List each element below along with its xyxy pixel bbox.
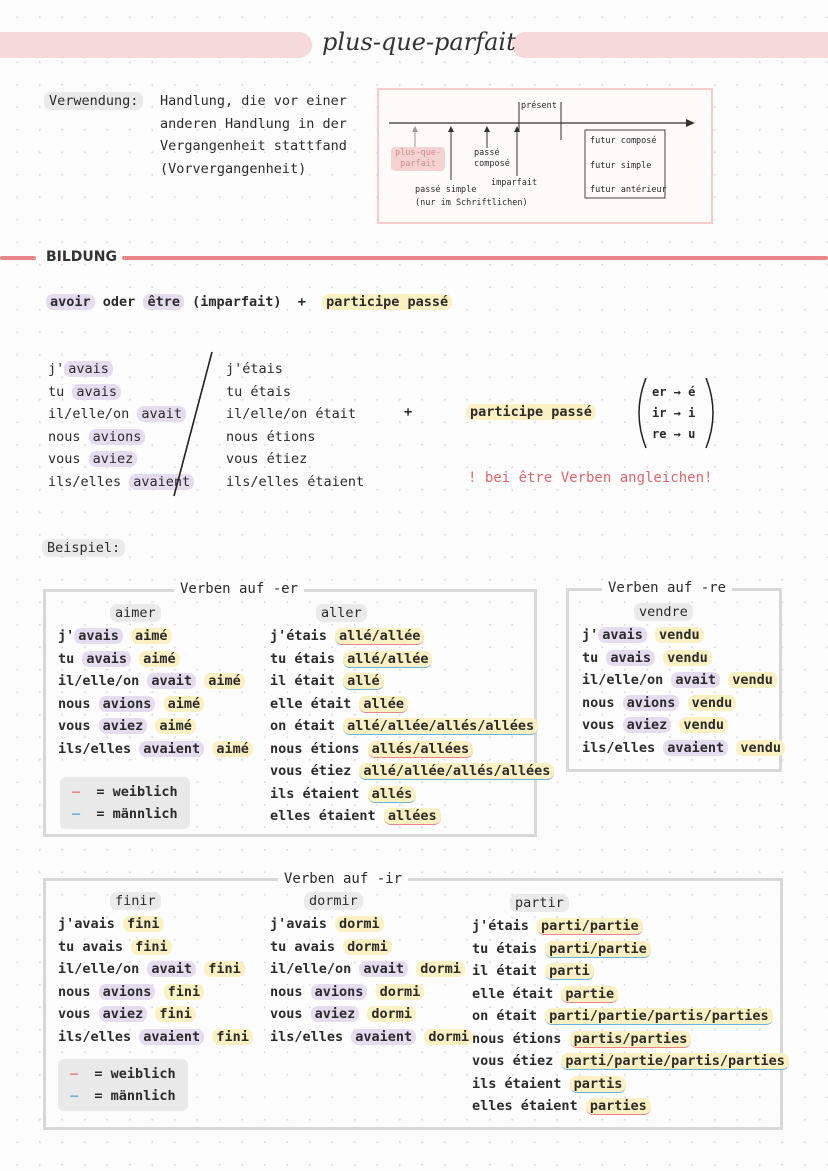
- timeline-fut-1: futur composé: [590, 136, 657, 146]
- conj-row: il/elle/on avait: [48, 403, 194, 426]
- conj-row: tu avais dormi: [270, 936, 473, 959]
- section-rule-right: [122, 256, 828, 260]
- timeline-ps: [415, 184, 528, 210]
- usage-line: (Vorvergangenheit): [160, 160, 307, 177]
- participe-label: participe passé: [466, 404, 596, 420]
- conj-row: il était allé: [270, 670, 554, 693]
- timeline-imparfait: imparfait: [491, 178, 538, 188]
- conj-row: il/elle/on avait vendu: [582, 669, 785, 692]
- legend-ir: [58, 1059, 188, 1111]
- vendre-conjugation: [582, 624, 785, 759]
- finir-conjugation: [58, 913, 253, 1048]
- formula: [46, 294, 452, 310]
- formula-oder: oder: [102, 294, 136, 310]
- conj-row: vous aviez fini: [58, 1003, 253, 1026]
- conj-row: tu avais vendu: [582, 647, 785, 670]
- conj-row: nous avions fini: [58, 981, 253, 1004]
- timeline-pqp-line2: parfait: [400, 159, 436, 169]
- ending-re: re → u: [652, 427, 696, 441]
- timeline-fut-3: futur antérieur: [590, 185, 667, 195]
- verb-partir: partir: [510, 894, 569, 912]
- plus-sign: +: [404, 404, 413, 420]
- section-rule-left: [0, 256, 36, 260]
- conj-row: elles étaient parties: [472, 1095, 789, 1118]
- aimer-conjugation: [58, 625, 253, 760]
- usage-line: Handlung, die vor einer: [160, 93, 347, 109]
- timeline-pc-line1: passé: [474, 148, 500, 158]
- conj-row: ils/elles étaient: [226, 473, 365, 490]
- conj-row: j' avais aimé: [58, 625, 253, 648]
- conj-row: nous étions allés/allées: [270, 738, 554, 761]
- conj-row: il/elle/on avait fini: [58, 958, 253, 981]
- conj-row: tu étais parti/partie: [472, 938, 789, 961]
- usage-line: anderen Handlung in der: [160, 115, 347, 132]
- conj-row: ils étaient partis: [472, 1073, 789, 1096]
- formula-plus: +: [297, 294, 306, 310]
- conj-row: il/elle/on avait aimé: [58, 670, 253, 693]
- conj-row: j'avais fini: [58, 913, 253, 936]
- usage-text: [160, 90, 347, 180]
- conj-row: nous avions: [48, 426, 194, 449]
- timeline-ps-line1: passé simple: [415, 185, 477, 195]
- timeline-pqp-line1: plus-que-: [395, 148, 442, 158]
- usage-label: Verwendung:: [44, 92, 143, 110]
- section-title: BILDUNG: [46, 249, 117, 265]
- conj-row: on était allé/allée/allés/allées: [270, 715, 554, 738]
- conj-row: ils étaient allés: [270, 783, 554, 806]
- conj-row: j' avais: [48, 358, 194, 381]
- legend-female: – = weiblich: [72, 784, 178, 800]
- etre-conjugation: [226, 358, 364, 493]
- timeline-fut-2: futur simple: [590, 161, 652, 171]
- title-banner-right: [512, 32, 828, 58]
- dormir-conjugation: [270, 913, 473, 1048]
- conj-row: vous aviez dormi: [270, 1003, 473, 1026]
- box-re-title: Verben auf -re: [602, 580, 732, 596]
- conj-row: il était parti: [472, 960, 789, 983]
- timeline-ps-line2: (nur im Schriftlichen): [415, 198, 528, 208]
- conj-row: ils/elles avaient aimé: [58, 738, 253, 761]
- formula-avoir: avoir: [46, 294, 95, 310]
- conj-row: elles étaient allées: [270, 805, 554, 828]
- formula-etre: être: [143, 294, 184, 310]
- conj-row: j'étais allé/allée: [270, 625, 554, 648]
- conj-row: ils/elles avaient dormi: [270, 1026, 473, 1049]
- legend-male: – = männlich: [72, 806, 178, 822]
- timeline-pc: [474, 148, 510, 170]
- conj-row: j'étais: [226, 361, 283, 377]
- conj-row: tu étais: [226, 383, 292, 400]
- page-title: plus-que-parfait: [322, 28, 516, 56]
- conj-row: nous avions vendu: [582, 692, 785, 715]
- ending-er: er → é: [652, 385, 696, 399]
- usage-line: Vergangenheit stattfand: [160, 138, 347, 154]
- timeline-pqp: [391, 147, 445, 171]
- conj-row: vous étiez parti/partie/partis/parties: [472, 1050, 789, 1073]
- timeline-present: présent: [521, 101, 557, 111]
- conj-row: vous aviez: [48, 448, 194, 471]
- conj-row: on était parti/partie/partis/parties: [472, 1005, 789, 1028]
- conj-row: nous avions dormi: [270, 981, 473, 1004]
- conj-row: tu avais aimé: [58, 648, 253, 671]
- conj-row: elle était partie: [472, 983, 789, 1006]
- conj-row: elle était allée: [270, 693, 554, 716]
- conj-row: j'avais dormi: [270, 913, 473, 936]
- partir-conjugation: [472, 915, 789, 1118]
- conj-row: nous avions aimé: [58, 693, 253, 716]
- warning-note: ! bei être Verben angleichen!: [468, 470, 713, 486]
- conj-row: vous étiez allé/allée/allés/allées: [270, 760, 554, 783]
- conj-row: vous aviez aimé: [58, 715, 253, 738]
- endings-list: [652, 382, 695, 445]
- conj-row: nous étions: [226, 428, 316, 445]
- verb-finir: finir: [110, 892, 161, 910]
- conj-row: nous étions partis/parties: [472, 1028, 789, 1051]
- conj-row: il/elle/on avait dormi: [270, 958, 473, 981]
- box-er-title: Verben auf -er: [174, 581, 304, 597]
- legend-er: [60, 777, 190, 829]
- verb-aimer: aimer: [110, 604, 161, 622]
- example-label: Beispiel:: [42, 539, 125, 557]
- ending-ir: ir → i: [652, 406, 696, 420]
- conj-row: vous aviez vendu: [582, 714, 785, 737]
- conj-row: tu avais fini: [58, 936, 253, 959]
- conj-row: ils/elles avaient: [48, 471, 194, 494]
- formula-imparfait: (imparfait): [192, 294, 282, 310]
- conj-row: il/elle/on était: [226, 406, 357, 422]
- box-ir-title: Verben auf -ir: [278, 871, 408, 887]
- aller-conjugation: [270, 625, 554, 828]
- verb-dormir: dormir: [304, 892, 363, 910]
- divider-slash: [168, 350, 218, 500]
- legend-male: – = männlich: [70, 1088, 176, 1104]
- conj-row: ils/elles avaient fini: [58, 1026, 253, 1049]
- formula-participe: participe passé: [322, 294, 452, 310]
- verb-aller: aller: [316, 604, 367, 622]
- conj-row: tu avais: [48, 381, 194, 404]
- title-banner-left: [0, 32, 312, 58]
- verb-vendre: vendre: [634, 603, 693, 621]
- timeline-diagram: [377, 88, 713, 224]
- conj-row: tu étais allé/allée: [270, 648, 554, 671]
- conj-row: j' avais vendu: [582, 624, 785, 647]
- legend-female: – = weiblich: [70, 1066, 176, 1082]
- conj-row: ils/elles avaient vendu: [582, 737, 785, 760]
- timeline-pc-line2: composé: [474, 159, 510, 169]
- conj-row: vous étiez: [226, 451, 308, 467]
- conj-row: j'étais parti/partie: [472, 915, 789, 938]
